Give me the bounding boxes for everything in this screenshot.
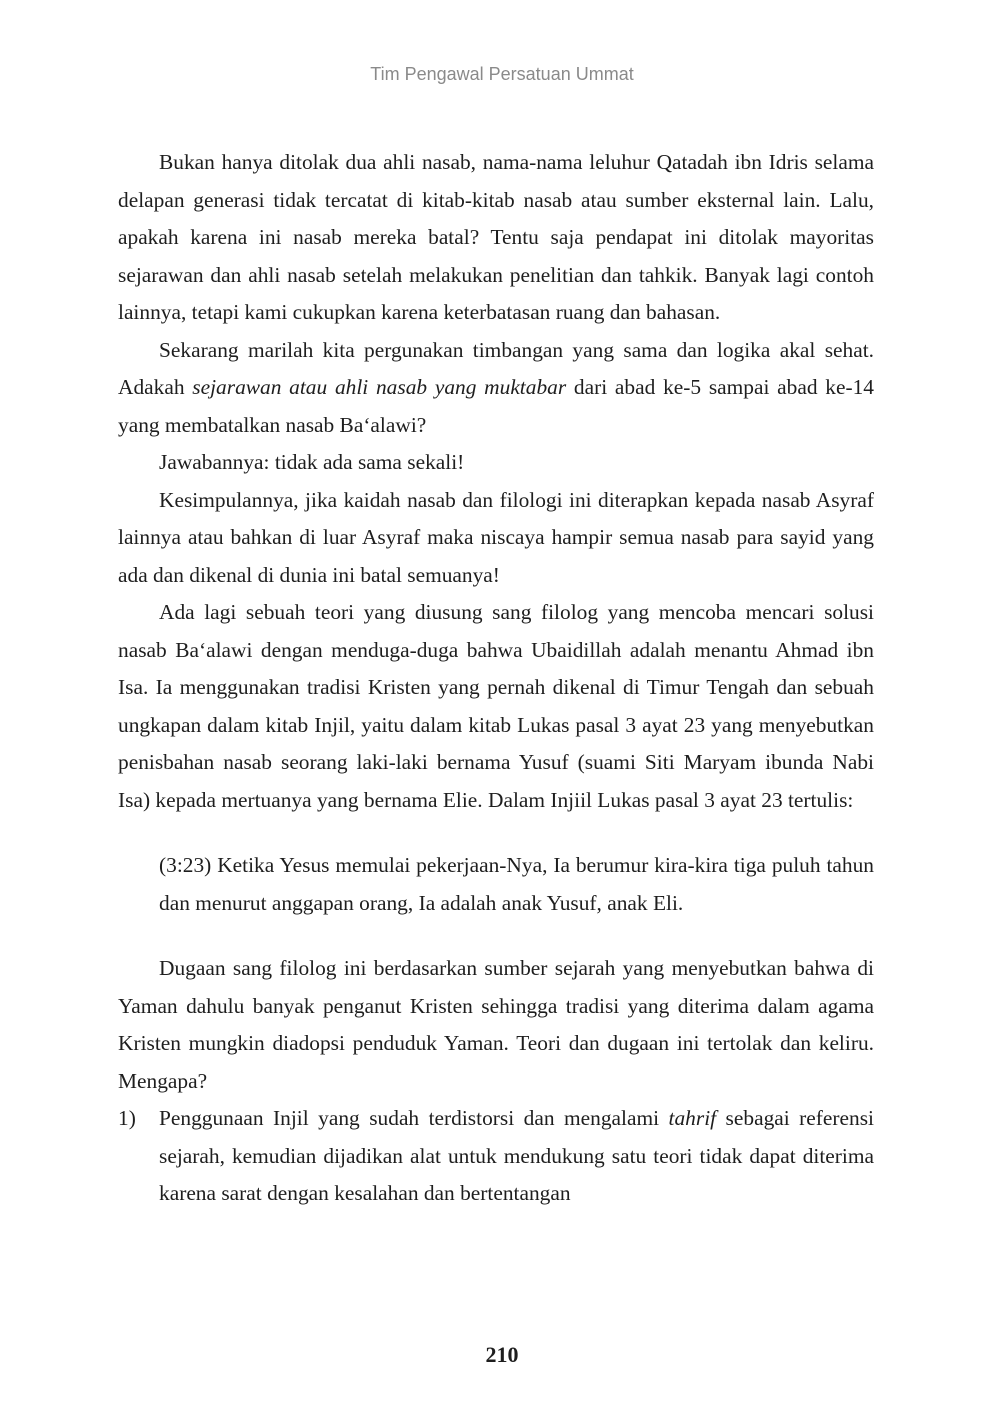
list-item-italic: tahrif	[668, 1106, 717, 1130]
block-quote: (3:23) Ketika Yesus memulai pekerjaan-Nya, Ia berumur kira-kira tiga puluh tahun dan menurut anggapan orang, Ia adalah anak Yusuf, anak Eli.	[159, 853, 874, 915]
list-item-text-a: Penggunaan Injil yang sudah terdistorsi dan mengalami	[159, 1106, 669, 1130]
paragraph-2-text-a: Sekarang marilah kita pergunakan timbangan yang sama dan logika akal sehat. Adakah	[118, 337, 874, 399]
list-item-text-b: sebagai referensi sejarah, kemudian dijadikan alat untuk mendukung satu teori tidak dapat diterima karena sarat dengan kesalahan dan bertentangan	[159, 1106, 874, 1205]
paragraph-2-italic: sejarawan atau ahli nasab yang muktabar	[192, 375, 567, 399]
page-number: 210	[485, 1342, 519, 1367]
paragraph-3: Jawabannya: tidak ada sama sekali!	[159, 450, 465, 474]
list-item	[118, 1100, 874, 1213]
body-text	[118, 144, 874, 1213]
running-header: Tim Pengawal Persatuan Ummat	[370, 64, 634, 84]
paragraph-6: Dugaan sang filolog ini berdasarkan sumber sejarah yang menyebutkan bahwa di Yaman dahulu banyak penganut Kristen sehingga tradisi yang diterima dalam agama Kristen mungkin diadopsi penduduk Yaman. Teori dan dugaan ini tertolak dan keliru. Mengapa?	[118, 956, 874, 1093]
paragraph-5: Ada lagi sebuah teori yang diusung sang filolog yang mencoba mencari solusi nasab Ba‘alawi dengan menduga-duga bahwa Ubaidillah adalah menantu Ahmad ibn Isa. Ia menggunakan tradisi Kristen yang pernah dikenal di Timur Tengah dan sebuah ungkapan dalam kitab Injil, yaitu dalam kitab Lukas pasal 3 ayat 23 yang menyebutkan penisbahan nasab seorang laki-laki bernama Yusuf (suami Siti Maryam ibunda Nabi Isa) kepada mertuanya yang bernama Elie. Dalam Injiil Lukas pasal 3 ayat 23 tertulis:	[118, 600, 874, 812]
paragraph-4: Kesimpulannya, jika kaidah nasab dan filologi ini diterapkan kepada nasab Asyraf lainnya atau bahkan di luar Asyraf maka niscaya hampir semua nasab para sayid yang ada dan dikenal di dunia ini batal semuanya!	[118, 487, 874, 587]
paragraph-2-text-b: dari abad ke-5 sampai abad ke-14 yang membatalkan nasab Ba‘alawi?	[118, 375, 875, 437]
paragraph-2	[118, 332, 874, 445]
list-item-text	[159, 1100, 874, 1213]
paragraph-1: Bukan hanya ditolak dua ahli nasab, nama-nama leluhur Qatadah ibn Idris selama delapan generasi tidak tercatat di kitab-kitab nasab atau sumber eksternal lain. Lalu, apakah karena ini nasab mereka batal? Tentu saja pendapat ini ditolak mayoritas sejarawan dan ahli nasab setelah melakukan penelitian dan tahkik. Banyak lagi contoh lainnya, tetapi kami cukupkan karena keterbatasan ruang dan bahasan.	[118, 150, 874, 324]
list-item-number: 1)	[118, 1106, 136, 1130]
